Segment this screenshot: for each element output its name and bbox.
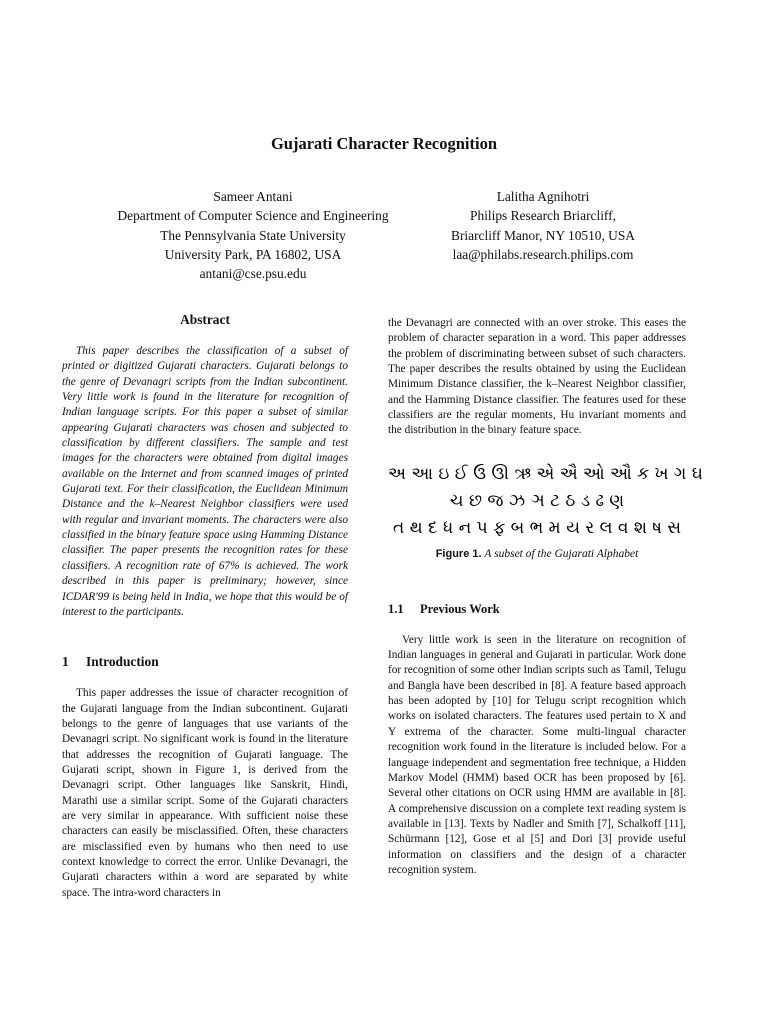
author-affiliation: Briarcliff Manor, NY 10510, USA: [451, 227, 635, 243]
figure-label: Figure 1.: [435, 547, 482, 560]
gujarati-alphabet-row: અ આ ઇ ઈ ઉ ઊ ઋ એ ઐ ઓ ઔ ક ખ ગ ઘ: [388, 463, 703, 484]
right-column: [388, 316, 703, 878]
author-block-2: [425, 187, 661, 264]
introduction-text: This paper addresses the issue of character recognition of the Gujarati language from the Indian subcontinent. Gujarati belongs to the genre of languages that use variants of the Devanagri script. No significant work is found in the literature that addresses the recognition of Gujarati language. The Gujarati script, shown in Figure 1, is derived from the Devanagri script. Other languages like Sanskrit, Hindi, Marathi use a similar script. Some of the Gujarati characters are very similar in appearance. With sufficient noise these characters can easily be misclassified. Often, these characters are misclassified even by humans who then need to use context knowledge to correct the error. Unlike Devanagri, the Gujarati characters within a word are separated by white space. The intra-word characters in: [62, 687, 348, 899]
gujarati-alphabet-row: ત થ દ ધ ન પ ફ બ ભ મ ય ર લ વ શ ષ સ: [392, 517, 682, 538]
previous-work-text: Very little work is seen in the literature on recognition of Indian languages in general and Gujarati in particular. Work done for recognition of some other Indian scripts such as Tamil, Telugu and Bangla have been described in [8]. A feature based approach has been adopted by [10] for Telugu script recognition which works on isolated characters. The features used pertain to X and Y extrema of the character. Some multi-lingual character recognition work found in the literature is included below. For a language independent and segmentation free technique, a Hidden Markov Model (HMM) based OCR has been proposed by [6]. Several other citations on OCR using HMM are available in [8]. A comprehensive discussion on a complete text reading system is available in [13]. Texts by Nadler and Smith [7], Schalkoff [11], Schürmann [12], Gose et al [5] and Dori [3] provide useful information on classifiers and the design of a character recognition system.: [388, 633, 686, 876]
figure-caption: [388, 548, 686, 560]
figure-1: [388, 461, 703, 560]
figure-caption-text: A subset of the Gujarati Alphabet: [484, 547, 639, 560]
introduction-continuation: the Devanagri are connected with an over stroke. This eases the problem of character separation in a word. This paper addresses the problem of discriminating between subset of such characters. The paper describes the results obtained by using the Euclidean Minimum Distance classifier, the k–Nearest Neighbor classifier, and the Hamming Distance classifier. The features used for these classifiers are the regular moments, Hu invariant moments and the distribution in the binary feature space.: [388, 317, 686, 437]
author-affiliation: University Park, PA 16802, USA: [164, 246, 342, 262]
author-email: laa@philabs.research.philips.com: [452, 246, 634, 262]
subsection-number: 1.1: [388, 601, 404, 616]
subsection-title: Previous Work: [420, 601, 500, 616]
left-column: [62, 312, 348, 901]
section-title: Introduction: [86, 654, 159, 670]
author-name: Sameer Antani: [213, 189, 293, 204]
author-email: antani@cse.psu.edu: [199, 266, 307, 282]
section-number: 1: [62, 654, 69, 670]
abstract-heading: Abstract: [180, 312, 230, 327]
section-1-heading: [62, 654, 348, 670]
author-affiliation: Philips Research Briarcliff,: [470, 208, 616, 224]
subsection-1-1-heading: [388, 602, 686, 617]
author-block-1: [92, 187, 414, 283]
abstract-text: This paper describes the classification of a subset of printed or digitized Gujarati characters. Gujarati belongs to the genre of Devanagri scripts from the Indian subcontinent. Very little work is found in the literature for recognition of Indian language scripts. For this paper a subset of similar appearing Gujarati characters was chosen and subjected to classification by different classifiers. The sample and test images for the characters were obtained from digital images available on the Internet and from scanned images of printed Gujarati text. For their classification, the Euclidean Minimum Distance and the k–Nearest Neighbor classifiers were used with regular and invariant moments. The characters were also classified in the binary feature space using Hamming Distance classifier. The paper presents the recognition rates for these classifiers. A recognition rate of 67% is achieved. The work described in this paper is preliminary; however, since ICDAR'99 is being held in India, we hope that this would be of interest to the participants.: [62, 345, 348, 618]
author-affiliation: The Pennsylvania State University: [160, 227, 346, 243]
gujarati-alphabet-row: ચ છ જ ઝ ઞ ટ ઠ ડ ઢ ણ: [449, 490, 625, 511]
author-affiliation: Department of Computer Science and Engineering: [117, 208, 389, 224]
author-name: Lalitha Agnihotri: [496, 189, 590, 204]
paper-title: Gujarati Character Recognition: [270, 134, 498, 153]
